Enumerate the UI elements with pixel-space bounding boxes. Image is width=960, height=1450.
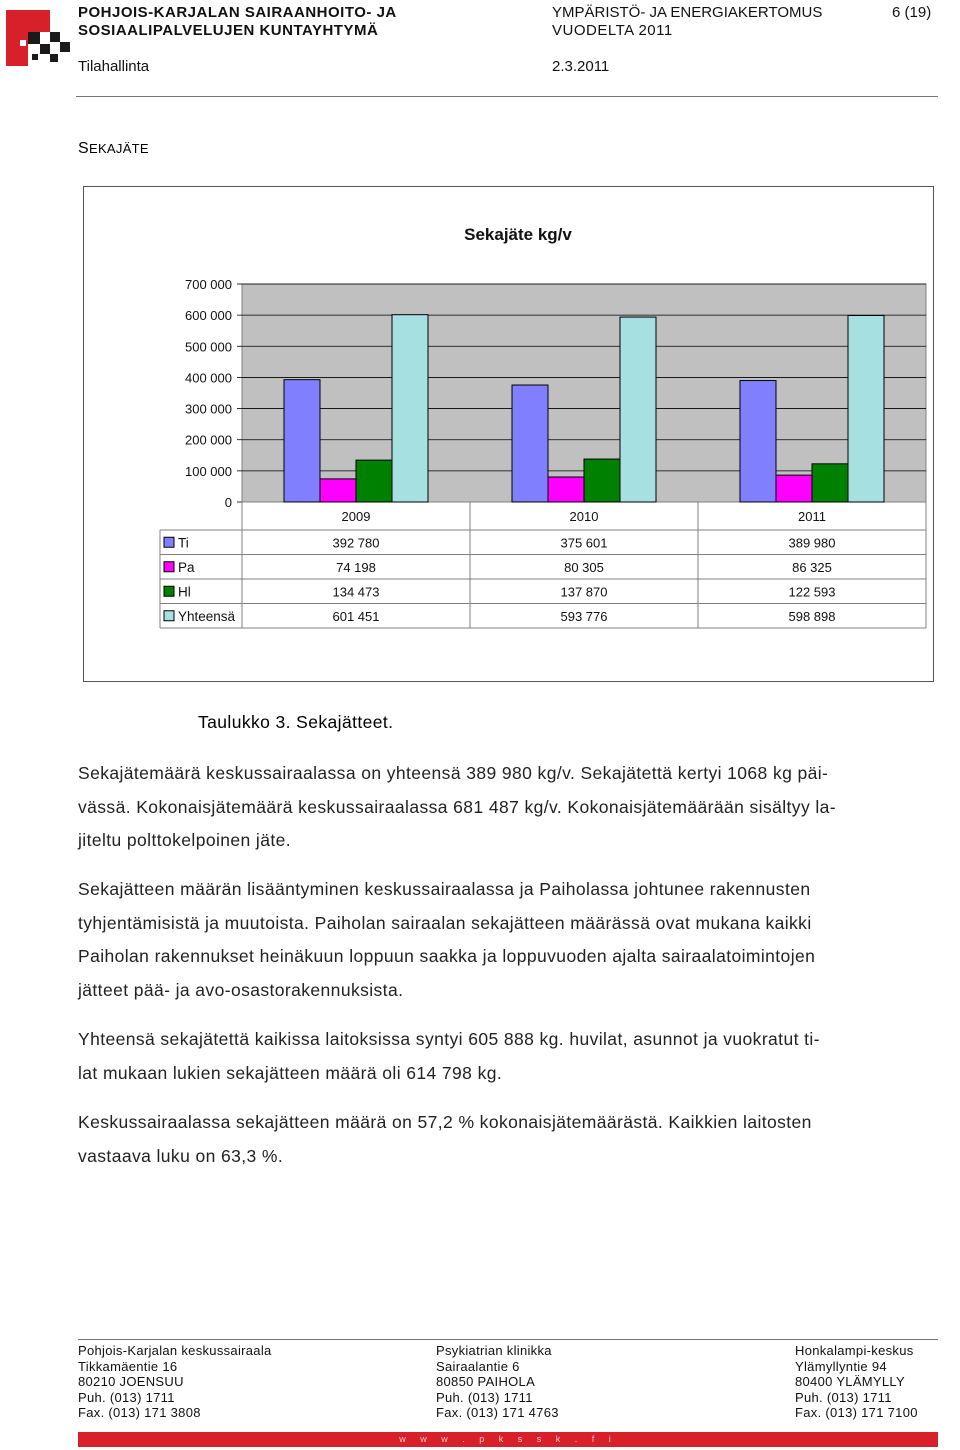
section-title [78,140,149,158]
data-label: 593 776 [560,608,608,624]
sekajate-chart [84,187,932,680]
footer-line: Pohjois-Karjalan keskussairaala [78,1343,272,1358]
footer-line: Fax. (013) 171 4763 [436,1405,559,1421]
legend-swatch [164,586,174,596]
paragraph-2 [78,873,948,1007]
data-label: 137 870 [560,584,608,600]
bar [284,380,320,502]
paragraph-line: vässä. Kokonaisjätemäärä keskussairaalassa 681 487 kg/v. Kokonaisjätemäärään sisältyy la- [78,796,837,817]
legend-swatch [164,562,174,572]
x-category-label: 2010 [569,509,599,524]
footer-line: Fax. (013) 171 7100 [795,1405,918,1421]
footer-line: Puh. (013) 1711 [795,1389,892,1405]
table-caption: Taulukko 3. Sekajätteet. [198,712,394,732]
y-tick-label: 600 000 [185,308,232,324]
legend-label: Hl [178,584,191,600]
data-label: 375 601 [560,535,608,551]
footer-line: Ylämyllyntie 94 [795,1358,887,1374]
data-label: 74 198 [336,559,376,575]
y-tick-label: 100 000 [185,463,232,479]
doc-title-line1: YMPÄRISTÖ- JA ENERGIAKERTOMUS [552,4,823,21]
footer-web-address[interactable]: w w w . p k s s k . f i [399,1434,617,1444]
bar [548,477,584,502]
paragraph-line: Paiholan rakennukset heinäkuun loppuun saakka ja loppuvuoden ajalta sairaalatoimintojen [78,946,816,966]
paragraph-line: Sekajätemäärä keskussairaalassa on yhteensä 389 980 kg/v. Sekajätettä kertyi 1068 kg päi- [78,763,829,783]
paragraph-line: lat mukaan lukien sekajätteen määrä oli 614 798 kg. [78,1062,503,1083]
bar [620,317,656,502]
footer-line: 80210 JOENSUU [78,1374,184,1390]
legend-swatch [164,611,174,621]
footer-divider [78,1339,938,1340]
y-tick-label: 0 [224,495,232,510]
legend-label: Pa [178,559,195,575]
legend-swatch [164,537,174,547]
y-tick-label: 500 000 [185,339,232,355]
footer-address-keskussairaala [78,1343,272,1421]
paragraph-4 [78,1106,948,1173]
bar [392,315,428,502]
paragraph-line: vastaava luku on 63,3 %. [78,1145,284,1166]
data-label: 86 325 [792,559,832,575]
section-title-initial: S [78,140,89,157]
paragraph-line: jätteet pää- ja avo-osastorakennuksista. [78,979,404,1000]
paragraph-line: Sekajätteen määrän lisääntyminen keskussairaalassa ja Paiholassa johtunee rakennusten [78,879,811,899]
footer-line: Psykiatrian klinikka [436,1343,552,1358]
org-name-line2: SOSIAALIPALVELUJEN KUNTAYHTYMÄ [78,22,379,39]
bar [356,460,392,502]
footer-web-bar [78,1432,938,1447]
data-label: 392 780 [332,535,380,551]
paragraph-line: tyhjentämisistä ja muutoista. Paiholan sairaalan sekajätteen määrässä ovat mukana kaikki [78,912,812,933]
paragraph-line: Keskussairaalassa sekajätteen määrä on 57,2 % kokonaisjätemäärästä. Kaikkien laitosten [78,1112,812,1132]
page-number: 6 (19) [892,4,932,21]
y-tick-label: 300 000 [185,401,232,417]
footer-line: Honkalampi-keskus [795,1343,914,1358]
x-category-label: 2009 [341,509,371,524]
organization-logo-icon [2,2,74,68]
x-category-label: 2011 [798,509,826,524]
document-date: 2.3.2011 [552,58,610,75]
bar [320,479,356,502]
paragraph-line: jiteltu polttokelpoinen jäte. [78,830,291,850]
y-tick-label: 200 000 [185,432,232,448]
footer-line: 80850 PAIHOLA [436,1374,536,1390]
footer-line: Puh. (013) 1711 [78,1389,175,1405]
footer-address-honkalampi [795,1343,918,1421]
bar [812,464,848,502]
section-title-rest: EKAJÄTE [88,141,149,156]
bar [740,381,776,502]
y-tick-label: 700 000 [185,277,232,292]
data-label: 122 593 [788,584,836,600]
doc-title-line2: VUODELTA 2011 [552,22,673,39]
paragraph-line: Yhteensä sekajätettä kaikissa laitoksissa syntyi 605 888 kg. huvilat, asunnot ja vuokratut ti- [78,1029,820,1049]
data-label: 80 305 [564,559,604,575]
bar [512,385,548,502]
bar [584,459,620,502]
data-label: 598 898 [788,608,836,624]
legend-label: Ti [178,535,189,551]
data-label: 389 980 [788,535,836,551]
footer-line: Tikkamäentie 16 [78,1358,178,1374]
data-label: 601 451 [332,608,380,624]
y-tick-label: 400 000 [185,370,232,386]
legend-label: Yhteensä [178,608,236,624]
footer-line: Fax. (013) 171 3808 [78,1405,201,1421]
chart-frame [83,186,934,682]
bar [848,315,884,502]
footer-address-psykiatria [436,1343,559,1421]
footer-line: Puh. (013) 1711 [436,1389,533,1405]
footer-line: Sairaalantie 6 [436,1358,520,1374]
chart-title: Sekajäte kg/v [464,225,572,244]
header-divider [76,96,938,97]
data-label: 134 473 [332,584,380,600]
footer-line: 80400 YLÄMYLLY [795,1374,905,1390]
bar [776,475,812,502]
paragraph-3 [78,1023,948,1090]
paragraph-1 [78,757,948,858]
department: Tilahallinta [78,58,150,75]
org-name-line1: POHJOIS-KARJALAN SAIRAANHOITO- JA [78,4,397,21]
